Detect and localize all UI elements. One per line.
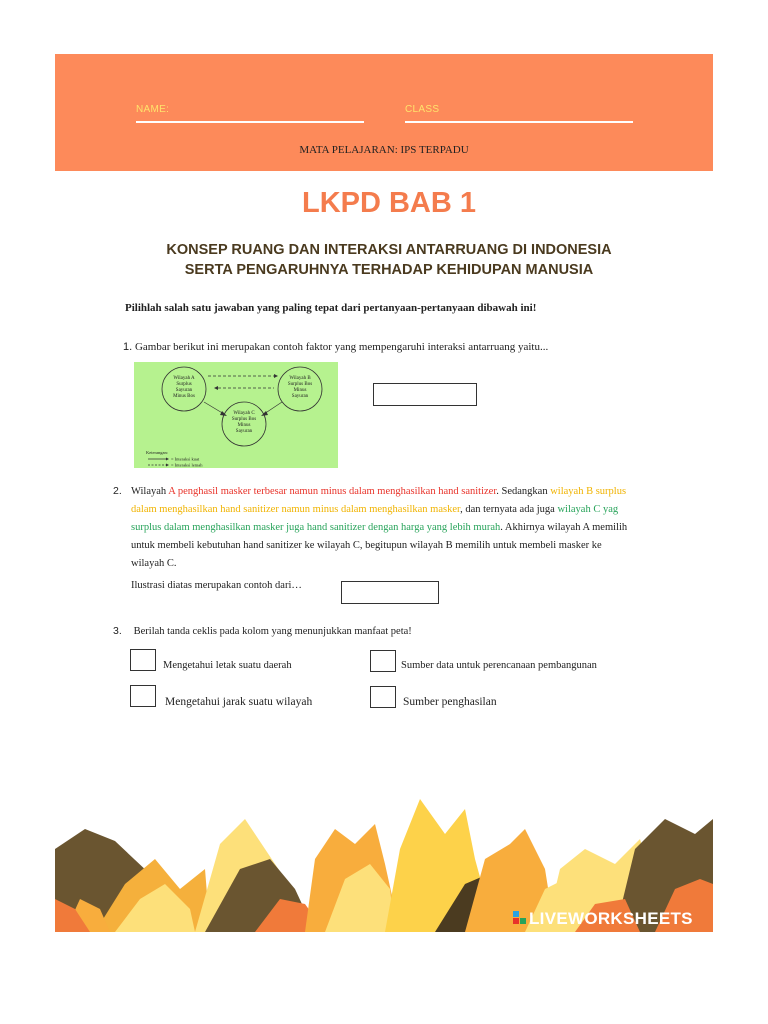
q2-text-3a: surplus dalam menghasilkan masker juga hand sanitizer dengan harga yang lebih murah xyxy=(131,522,501,533)
checkbox-option-4[interactable] xyxy=(370,686,396,708)
question-1 xyxy=(123,341,548,353)
question-3 xyxy=(113,625,412,637)
q2-text-1a: Wilayah xyxy=(131,486,169,497)
question-1-text: Gambar berikut ini merupakan contoh faktor yang mempengaruhi interaksi antarruang yaitu... xyxy=(134,341,549,353)
header-band xyxy=(55,54,713,171)
liveworksheets-logo-icon xyxy=(513,911,527,925)
option-1-label: Mengetahui letak suatu daerah xyxy=(163,660,292,671)
question-3-number: 3. xyxy=(113,625,122,637)
question-2 xyxy=(113,482,673,573)
name-label: NAME: xyxy=(136,104,170,115)
name-line xyxy=(136,121,364,123)
checkbox-option-1[interactable] xyxy=(130,649,156,671)
question-2-number: 2. xyxy=(113,485,122,497)
class-line xyxy=(405,121,633,123)
page-subtitle xyxy=(55,240,713,280)
page-title: LKPD BAB 1 xyxy=(301,187,476,219)
option-4-label: Sumber penghasilan xyxy=(403,696,497,708)
liveworksheets-brand: LIVEWORKSHEETS xyxy=(529,909,693,928)
subtitle-line-1: KONSEP RUANG DAN INTERAKSI ANTARRUANG DI INDONESIA xyxy=(166,242,612,258)
class-label: CLASS xyxy=(405,104,440,115)
diagram-legend-strong: = Interaksi kuat xyxy=(171,456,200,462)
diagram-legend-weak: = Interaksi lemah xyxy=(171,462,203,468)
subtitle-line-2: SERTA PENGARUHNYA TERHADAP KEHIDUPAN MANUSIA xyxy=(184,262,594,278)
q2-text-1d: wilayah B surplus xyxy=(550,486,627,497)
q2-text-2a: dalam menghasilkan hand sanitizer namun minus dalam menghasilkan masker xyxy=(131,504,461,515)
wilayah-a-label-3: Minus Bos xyxy=(173,394,195,399)
subject-label: MATA PELAJARAN: IPS TERPADU xyxy=(299,144,469,156)
wilayah-a-label-0: Wilayah A xyxy=(173,376,195,381)
wilayah-b-label-2: Minus xyxy=(293,388,307,393)
question-1-number: 1. xyxy=(123,341,133,353)
q2-text-4: untuk membeli kebutuhan hand sanitizer ke wilayah C, begitupun wilayah B memilih untuk membeli masker ke xyxy=(131,540,602,551)
interaction-diagram xyxy=(134,362,338,468)
option-2-label: Sumber data untuk perencanaan pembangunan xyxy=(401,660,597,671)
wilayah-b-label-3: Sayuran xyxy=(291,394,309,399)
wilayah-b-label-0: Wilayah B xyxy=(289,376,311,381)
q2-text-1b: A penghasil masker terbesar namun minus dalam menghasilkan hand sanitizer xyxy=(168,486,497,497)
answer-input-q1[interactable] xyxy=(373,383,477,406)
wilayah-a-label-2: Sayuran xyxy=(175,388,193,393)
worksheet-page xyxy=(55,54,713,932)
wilayah-b-label-1: Surplus Bos xyxy=(287,382,313,387)
q2-text-2b: , dan ternyata ada juga xyxy=(460,504,558,515)
checkbox-option-3[interactable] xyxy=(130,685,156,707)
question-2-prompt: Ilustrasi diatas merupakan contoh dari… xyxy=(131,580,302,591)
q2-text-1c: . Sedangkan xyxy=(496,486,551,497)
wilayah-c-label-3: Sayuran xyxy=(235,429,253,434)
interaction-diagram-svg xyxy=(134,362,338,468)
wilayah-c-label-2: Minus xyxy=(237,423,251,428)
wilayah-c-label-1: Surplus Bos xyxy=(231,417,257,422)
diagram-legend-title: Keterangan: xyxy=(146,450,168,455)
wilayah-c-label-0: Wilayah C xyxy=(233,411,255,416)
instruction-text: Pilihlah salah satu jawaban yang paling tepat dari pertanyaan-pertanyaan dibawah ini! xyxy=(125,302,537,314)
wilayah-a-label-1: Surplus xyxy=(176,382,192,387)
option-3-label: Mengetahui jarak suatu wilayah xyxy=(165,696,313,708)
q2-text-2c: wilayah C yag xyxy=(557,504,619,515)
question-3-text: Berilah tanda ceklis pada kolom yang menunjukkan manfaat peta! xyxy=(133,626,412,637)
checkbox-option-2[interactable] xyxy=(370,650,396,672)
q2-text-3b: . Akhirnya wilayah A memilih xyxy=(500,522,628,533)
q2-text-5: wilayah C. xyxy=(131,558,177,569)
answer-input-q2[interactable] xyxy=(341,581,439,604)
